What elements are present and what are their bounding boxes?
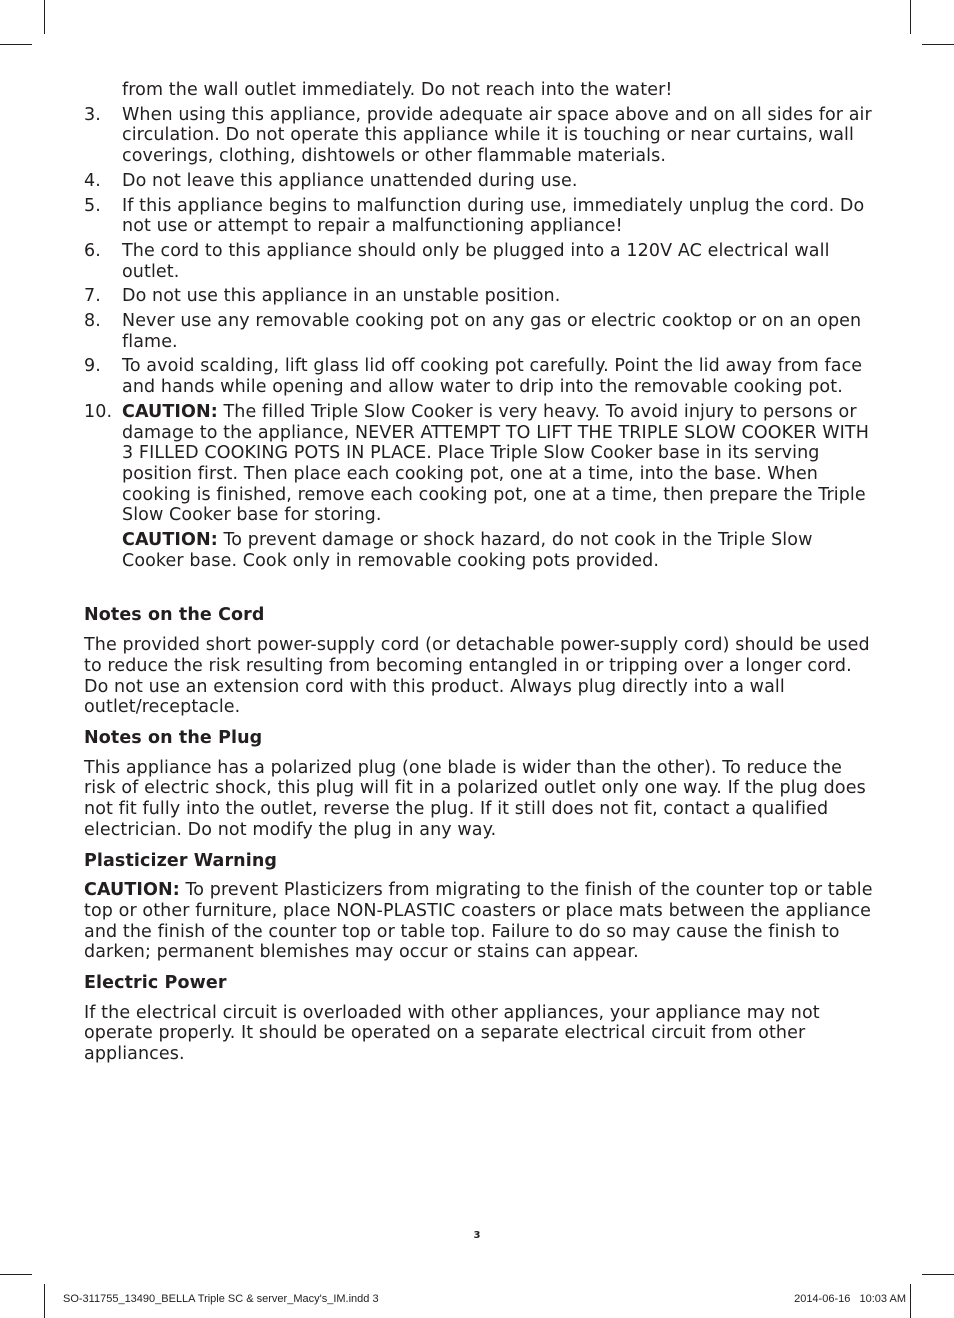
item-number: 7. — [84, 286, 101, 307]
item-number: 6. — [84, 240, 101, 261]
heading-power: Electric Power — [84, 973, 227, 994]
crop-mark — [0, 44, 32, 45]
item-text: Do not leave this appliance unattended during use. — [122, 170, 578, 191]
caution-text: The filled Triple Slow Cooker is very heavy. To avoid injury to persons or damage to the appliance, NEVER ATTEMPT TO LIFT THE TRIPLE SLOW COOKER WITH 3 FILLED COOKING POTS IN PLACE. Place Triple Slow Cooker base in its serving position first. Then place each cooking pot, one at a time, into the base. When cooking is finished, remove each cooking pot, one at a time, then prepare the Triple Slow Cooker base for storing. — [122, 401, 869, 526]
footer-timestamp: 2014-06-16 10:03 AM — [794, 1293, 906, 1305]
list-item — [84, 356, 874, 397]
item-text: Never use any removable cooking pot on any gas or electric cooktop or on an open flame. — [122, 311, 862, 352]
paragraph-plasticizer — [84, 880, 874, 963]
item-number: 5. — [84, 195, 101, 216]
paragraph-plug: This appliance has a polarized plug (one blade is wider than the other). To reduce the risk of electric shock, this plug will fit in a polarized outlet only one way. If the plug does not fit fully into the outlet, reverse the plug. If it still does not fit, contact a qualified electrician. Do not modify the plug in any way. — [84, 757, 866, 840]
heading-plug: Notes on the Plug — [84, 727, 263, 748]
list-item — [84, 105, 874, 167]
list-item — [84, 286, 874, 307]
item-number: 3. — [84, 104, 101, 125]
list-item — [84, 196, 874, 237]
caution-text: To prevent Plasticizers from migrating to the finish of the counter top or table top or other furniture, place NON-PLASTIC coasters or place mats between the appliance and the finish of the counter top or table top. Failure to do so may cause the finish to darken; permanent blemishes may occur or stains can appear. — [84, 880, 873, 963]
crop-mark — [922, 44, 954, 45]
page-number: 3 — [473, 1230, 481, 1241]
item-number: 10. — [84, 401, 113, 422]
item-number: 8. — [84, 311, 101, 332]
continuation-text: from the wall outlet immediately. Do not reach into the water! — [122, 80, 673, 100]
caution-text: To prevent damage or shock hazard, do not cook in the Triple Slow Cooker base. Cook only in removable cooking pots provided. — [122, 530, 813, 571]
caution-label: CAUTION: — [122, 530, 218, 551]
crop-mark — [910, 1284, 911, 1318]
caution-label: CAUTION: — [122, 401, 218, 422]
caution-label: CAUTION: — [84, 880, 180, 901]
crop-mark — [910, 0, 911, 34]
list-item — [84, 241, 874, 282]
crop-mark — [44, 0, 45, 34]
footer-filename: SO-311755_13490_BELLA Triple SC & server_Macy's_IM.indd 3 — [63, 1293, 379, 1305]
item-text: To avoid scalding, lift glass lid off cooking pot carefully. Point the lid away from face and hands while opening and allow water to drip into the removable cooking pot. — [122, 356, 863, 398]
item-number: 4. — [84, 170, 101, 191]
item-number: 9. — [84, 356, 101, 377]
paragraph-cord: The provided short power-supply cord (or detachable power-supply cord) should be used to reduce the risk resulting from becoming entangled in or tripping over a longer cord. Do not use an extension cord with this product. Always plug directly into a wall outlet/receptacle. — [84, 635, 870, 718]
list-item-caution — [84, 402, 874, 526]
sub-caution — [84, 530, 874, 571]
paragraph-power: If the electrical circuit is overloaded with other appliances, your appliance may not operate properly. It should be operated on a separate electrical circuit from other appliances. — [84, 1002, 820, 1065]
heading-cord: Notes on the Cord — [84, 605, 265, 626]
crop-mark — [44, 1284, 45, 1318]
item-text: Do not use this appliance in an unstable position. — [122, 286, 561, 307]
heading-plasticizer: Plasticizer Warning — [84, 850, 278, 871]
crop-mark — [922, 1274, 954, 1275]
page-content — [84, 80, 874, 1065]
item-text — [122, 402, 874, 526]
item-text: When using this appliance, provide adequate air space above and on all sides for air circulation. Do not operate this appliance while it is touching or near curtains, wall coverings, clothing, dishtowels or other flammable materials. — [122, 104, 872, 167]
list-item — [84, 311, 874, 352]
item-text: If this appliance begins to malfunction during use, immediately unplug the cord. Do not use or attempt to repair a malfunctioning appliance! — [122, 195, 865, 237]
list-item — [84, 171, 874, 192]
crop-mark — [0, 1274, 32, 1275]
item-text: The cord to this appliance should only be plugged into a 120V AC electrical wall outlet. — [122, 240, 830, 282]
